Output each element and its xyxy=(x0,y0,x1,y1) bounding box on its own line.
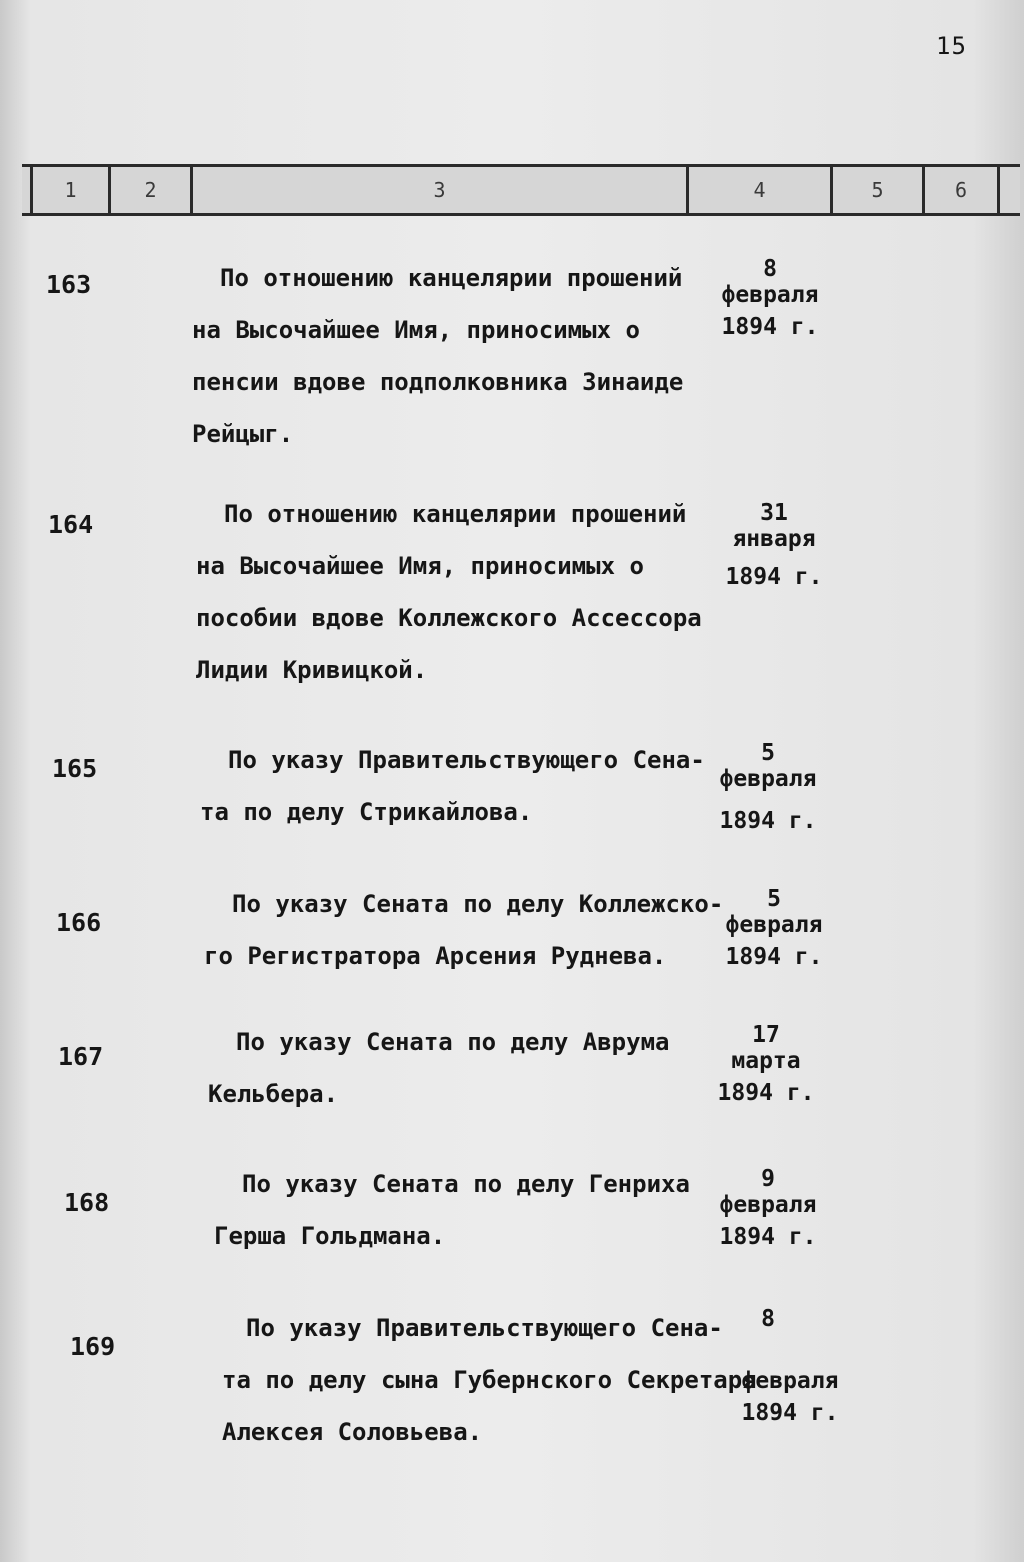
entry-date xyxy=(706,740,830,834)
entry-date-year: 1894 г. xyxy=(719,808,817,834)
entry-number: 168 xyxy=(64,1188,110,1217)
entry-date-year: 1894 г. xyxy=(721,314,819,340)
column-header-5: 5 xyxy=(830,167,922,213)
entry-date-day: 5 xyxy=(767,886,781,912)
entry-date xyxy=(712,886,836,970)
entry-date-year: 1894 г. xyxy=(725,944,823,970)
page-number: 15 xyxy=(936,32,967,60)
entry-description: По отношению канцелярии прошений на Высочайшее Имя, приносимых о пособии вдове Коллежского Ассессора Лидии Кривицкой. xyxy=(196,500,702,684)
entry-date xyxy=(706,1166,830,1250)
entry-number: 167 xyxy=(58,1042,104,1071)
entry-description: По указу Сената по делу Аврума Кельбера. xyxy=(208,1028,670,1108)
entry-number: 164 xyxy=(48,510,94,539)
entry-date xyxy=(708,256,832,340)
entry-date-day: 8 xyxy=(763,256,777,282)
entry-date-year: 1894 г. xyxy=(717,1080,815,1106)
entry-number: 163 xyxy=(46,270,92,299)
entry-date-month: февраля xyxy=(741,1368,839,1394)
entry-date-day: 17 xyxy=(752,1022,780,1048)
entry-date-month: февраля xyxy=(719,766,817,792)
entry-date-day: 31 xyxy=(760,500,788,526)
entry-description: По указу Сената по делу Генриха Герша Гольдмана. xyxy=(214,1170,690,1250)
entry-description: По отношению канцелярии прошений на Высочайшее Имя, приносимых о пенсии вдове подполковника Зинаиде Рейцыг. xyxy=(192,264,684,448)
entry-description: По указу Правительствующего Сена- та по делу Стрикайлова. xyxy=(200,746,705,826)
column-header-2: 2 xyxy=(108,167,190,213)
entry-number: 165 xyxy=(52,754,98,783)
column-header-3: 3 xyxy=(190,167,686,213)
entry-date-day: 9 xyxy=(761,1166,775,1192)
column-header-1: 1 xyxy=(30,167,108,213)
entry-date-month: февраля xyxy=(721,282,819,308)
entry-date xyxy=(704,1022,828,1106)
entry-date xyxy=(712,500,836,590)
entry-date-day: 8 xyxy=(761,1306,775,1332)
column-header-4: 4 xyxy=(686,167,830,213)
entry-date-month: марта xyxy=(731,1048,801,1074)
entry-description: По указу Сената по делу Коллежско- го Регистратора Арсения Руднева. xyxy=(204,890,724,970)
entry-date-month: января xyxy=(732,526,816,552)
column-header-row xyxy=(22,164,1020,216)
entry-description: По указу Правительствующего Сена- та по делу сына Губернского Секретаря Алексея Соловьева. xyxy=(222,1314,757,1446)
entry-number: 169 xyxy=(70,1332,116,1361)
entry-date-year: 1894 г. xyxy=(725,564,823,590)
entry-number: 166 xyxy=(56,908,102,937)
entry-date-year: 1894 г. xyxy=(741,1400,839,1426)
entry-date-month: февраля xyxy=(719,1192,817,1218)
column-header-6: 6 xyxy=(922,167,1000,213)
entry-date-month: февраля xyxy=(725,912,823,938)
entry-date-day: 5 xyxy=(761,740,775,766)
entry-date-year: 1894 г. xyxy=(719,1224,817,1250)
entry-date xyxy=(728,1306,852,1426)
